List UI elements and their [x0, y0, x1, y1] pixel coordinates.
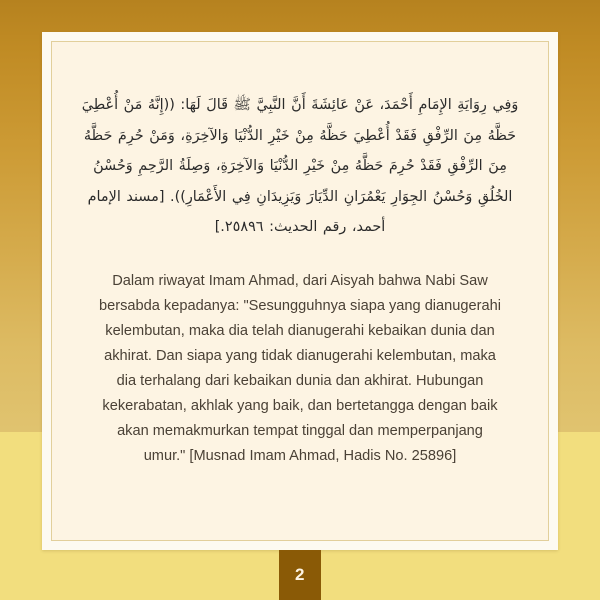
- arabic-source-citation: أحمد، رقم الحديث: ٢٥٨٩٦.]: [214, 219, 386, 236]
- translation-line-5: dia terhalang dari kebaikan dunia dan akhirat. Hubungan: [116, 373, 484, 390]
- content-card: [42, 32, 558, 550]
- translation-line-2: bersabda kepadanya: "Sesungguhnya siapa yang dianugerahi: [99, 297, 501, 314]
- arabic-line-4: الخُلُقِ وَحُسْنُ الجِوَارِ يَعْمُرَانِ الدِّيَارَ وَيَزِيدَانِ فِي الأَعْمَارِ)). [مسند الإمام: [87, 188, 513, 205]
- translation-line-3: kelembutan, maka dia telah dianugerahi kebaikan dunia dan: [105, 322, 495, 339]
- arabic-line-2: حَظَّهُ مِنَ الرِّفْقِ فَقَدْ أُعْطِيَ حَظَّهُ مِنْ خَيْرِ الدُّنْيَا وَالآخِرَةِ، وَمَنْ حُرِمَ حَظَّهُ: [83, 127, 517, 144]
- section-spacer: [74, 243, 526, 269]
- translation-line-8: umur." [Musnad Imam Ahmad, Hadis No. 25896]: [143, 448, 457, 465]
- content-card-inner: [51, 41, 549, 541]
- arabic-hadith-text: [74, 68, 526, 243]
- translation-line-4: akhirat. Dan siapa yang tidak dianugerahi kelembutan, maka: [104, 347, 496, 364]
- translation-line-1: Dalam riwayat Imam Ahmad, dari Aisyah bahwa Nabi Saw: [112, 272, 488, 289]
- page-number-badge: [279, 550, 321, 600]
- indonesian-translation-text: [74, 269, 526, 470]
- page-number-label: 2: [295, 565, 305, 584]
- arabic-line-3: مِنَ الرِّفْقِ فَقَدْ حُرِمَ حَظَّهُ مِنْ خَيْرِ الدُّنْيَا وَالآخِرَةِ، وَصِلَةُ الرَّحِمِ وَحُسْنُ: [93, 158, 507, 175]
- translation-line-6: kekerabatan, akhlak yang baik, dan bertetangga dengan baik: [102, 398, 498, 415]
- arabic-line-1: وَفِي رِوَايَةِ الإِمَامِ أَحْمَدَ، عَنْ عَائِشَةَ أَنَّ النَّبِيَّ ﷺ قَالَ لَهَا: ((إِنَّهُ مَنْ أُعْطِيَ: [81, 97, 519, 113]
- translation-line-7: akan memakmurkan tempat tinggal dan memperpanjang: [117, 423, 483, 440]
